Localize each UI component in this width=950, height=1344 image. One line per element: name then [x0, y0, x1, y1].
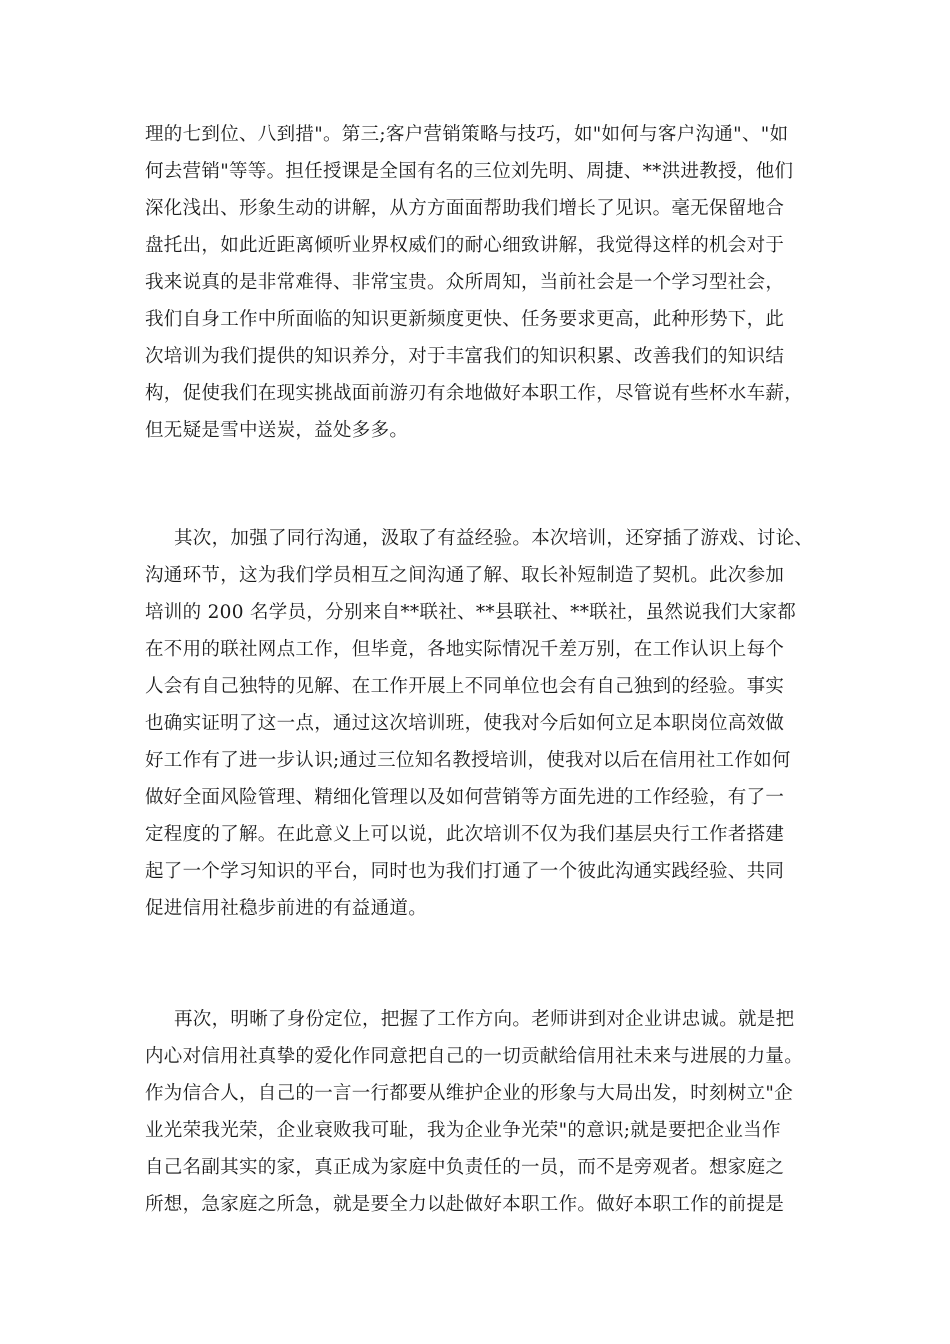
text-line: 作为信合人，自己的一言一行都要从维护企业的形象与大局出发，时刻树立"企	[145, 1083, 794, 1104]
text-line: 构，促使我们在现实挑战面前游刃有余地做好本职工作，尽管说有些杯水车薪，	[145, 383, 804, 404]
text-line: 也确实证明了这一点，通过这次培训班，使我对今后如何立足本职岗位高效做	[145, 713, 785, 734]
paragraph-1	[145, 116, 825, 449]
text-line: 定程度的了解。在此意义上可以说，此次培训不仅为我们基层央行工作者搭建	[145, 824, 785, 845]
paragraph-3	[145, 1001, 825, 1223]
text-line: 业光荣我光荣，企业衰败我可耻，我为企业争光荣"的意识;就是要把企业当作	[145, 1120, 781, 1141]
text-line: 所想，急家庭之所急，就是要全力以赴做好本职工作。做好本职工作的前提是	[145, 1194, 785, 1215]
text-line: 深化浅出、形象生动的讲解，从方方面面帮助我们增长了见识。毫无保留地合	[145, 198, 785, 219]
text-line: 我们自身工作中所面临的知识更新频度更快、任务要求更高，此种形势下，此	[145, 309, 785, 330]
text-line: 沟通环节，这为我们学员相互之间沟通了解、取长补短制造了契机。此次参加	[145, 565, 785, 586]
text-line: 自己名副其实的家，真正成为家庭中负责任的一员，而不是旁观者。想家庭之	[145, 1157, 785, 1178]
text-line: 何去营销"等等。担任授课是全国有名的三位刘先明、周捷、**洪进教授，他们	[145, 161, 794, 182]
text-line: 促进信用社稳步前进的有益通道。	[145, 898, 428, 919]
text-line: 盘托出，如此近距离倾听业界权威们的耐心细致讲解，我觉得这样的机会对于	[145, 235, 785, 256]
text-line: 人会有自己独特的见解、在工作开展上不同单位也会有自己独到的经验。事实	[145, 676, 785, 697]
paragraph-2	[145, 520, 825, 927]
text-line-first: 再次，明晰了身份定位，把握了工作方向。老师讲到对企业讲忠诚。就是把	[174, 1009, 795, 1030]
text-line: 次培训为我们提供的知识养分，对于丰富我们的知识积累、改善我们的知识结	[145, 346, 785, 367]
text-line-first: 其次，加强了同行沟通，汲取了有益经验。本次培训，还穿插了游戏、讨论、	[174, 528, 814, 549]
text-line: 在不用的联社网点工作，但毕竟，各地实际情况千差万别，在工作认识上每个	[145, 639, 785, 660]
text-line: 好工作有了进一步认识;通过三位知名教授培训，使我对以后在信用社工作如何	[145, 750, 791, 771]
text-line: 起了一个学习知识的平台，同时也为我们打通了一个彼此沟通实践经验、共同	[145, 861, 785, 882]
text-line: 理的七到位、八到措"。第三;客户营销策略与技巧，如"如何与客户沟通"、"如	[145, 124, 789, 145]
text-line: 内心对信用社真挚的爱化作同意把自己的一切贡献给信用社未来与进展的力量。	[145, 1046, 804, 1067]
text-line: 培训的 200 名学员，分别来自**联社、**县联社、**联社，虽然说我们大家都	[145, 602, 797, 623]
text-line: 但无疑是雪中送炭，益处多多。	[145, 420, 409, 441]
text-line: 我来说真的是非常难得、非常宝贵。众所周知，当前社会是一个学习型社会，	[145, 272, 785, 293]
text-line: 做好全面风险管理、精细化管理以及如何营销等方面先进的工作经验，有了一	[145, 787, 785, 808]
